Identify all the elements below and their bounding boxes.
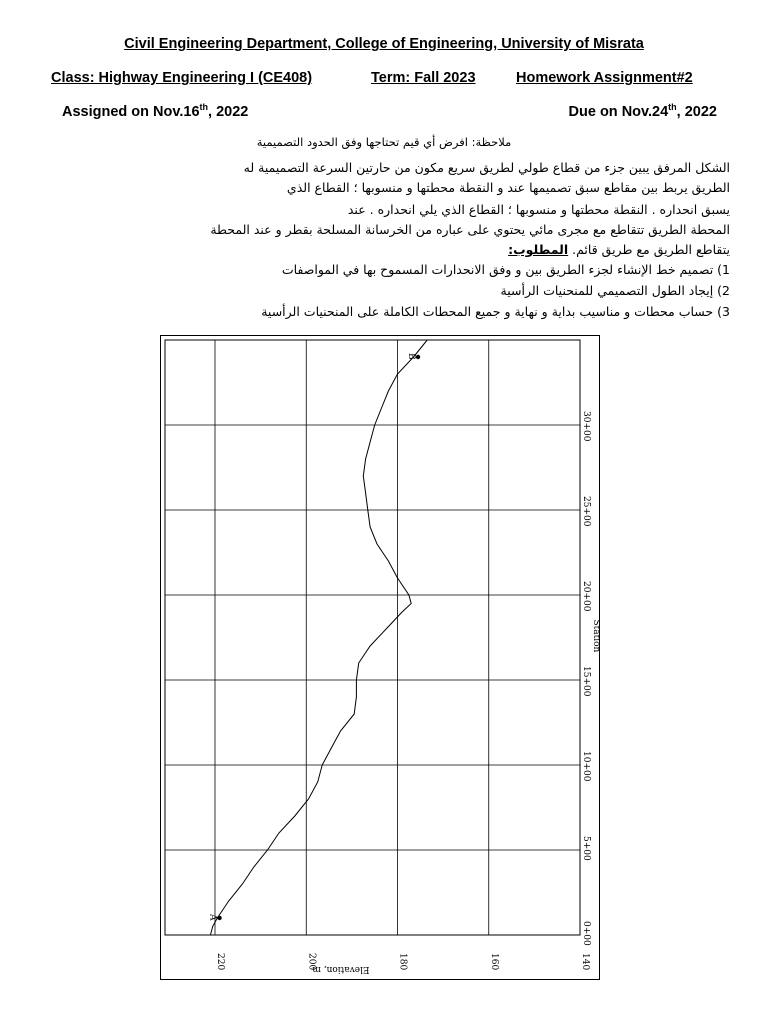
task-1: 1) تصميم خط الإنشاء لجزء الطريق بين و وفق الانحدارات المسموح بها في المواصفات xyxy=(281,262,730,277)
plot-area xyxy=(165,340,580,935)
x-axis-label: Station xyxy=(591,619,600,653)
required-label: المطلوب: xyxy=(508,242,569,257)
design-note: ملاحظة: افرض أي قيم تحتاجها وفق الحدود التصميمية xyxy=(256,135,512,149)
due-date: Due on Nov.24th, 2022 xyxy=(568,102,717,120)
point-label-b: B xyxy=(406,353,417,360)
x-tick-label: 20+00 xyxy=(581,581,591,612)
task-3: 3) حساب محطات و مناسيب بداية و نهاية و جميع المحطات الكاملة على المنحنيات الرأسية xyxy=(261,304,730,319)
x-tick-label: 15+00 xyxy=(581,666,591,697)
y-tick-label: 220 xyxy=(215,953,225,971)
term-label: Term: Fall 2023 xyxy=(371,70,476,86)
x-tick-label: 25+00 xyxy=(581,496,591,527)
body-line-5: يتقاطع الطريق مع طريق قائم. المطلوب: xyxy=(508,242,730,257)
chart-frame xyxy=(161,336,600,980)
body-line-1: الشكل المرفق يبين جزء من قطاع طولي لطريق سريع مكون من حارتين السرعة التصميمية له xyxy=(243,160,730,175)
y-axis-label: Elevation, m xyxy=(312,964,370,974)
page-title: Civil Engineering Department, College of Engineering, University of Misrata xyxy=(124,36,644,52)
y-tick-label: 180 xyxy=(397,953,408,971)
body-line-4: المحطة الطريق تتقاطع مع مجرى مائي يحتوي على عباره من الخرسانة المسلحة بقطر و عند المحطة xyxy=(210,222,730,237)
x-tick-label: 5+00 xyxy=(581,836,591,861)
x-tick-label: 10+00 xyxy=(581,751,591,782)
profile-chart xyxy=(160,335,600,980)
body-line-3: يسبق انحداره . النقطة محطتها و منسوبها ؛ القطاع الذي يلي انحداره . عند xyxy=(347,202,730,217)
assignment-label: Homework Assignment#2 xyxy=(516,70,693,86)
assigned-date: Assigned on Nov.16th, 2022 xyxy=(62,102,249,120)
ground-profile-line xyxy=(207,340,427,935)
x-tick-label: 30+00 xyxy=(581,411,591,442)
y-tick-label: 140 xyxy=(580,953,590,971)
body-line-2: الطريق يربط بين مقاطع سبق تصميمها عند و النقطة محطتها و منسوبها ؛ القطاع الذي xyxy=(286,180,730,195)
class-label: Class: Highway Engineering I (CE408) xyxy=(51,70,313,86)
task-2: 2) إيجاد الطول التصميمي للمنحنيات الرأسية xyxy=(500,283,730,298)
point-label-a: A xyxy=(207,914,218,921)
profile-chart-svg xyxy=(160,335,600,980)
y-tick-label: 160 xyxy=(488,953,499,971)
y-tick-label: 200 xyxy=(306,953,317,971)
x-tick-label: 0+00 xyxy=(581,921,591,946)
